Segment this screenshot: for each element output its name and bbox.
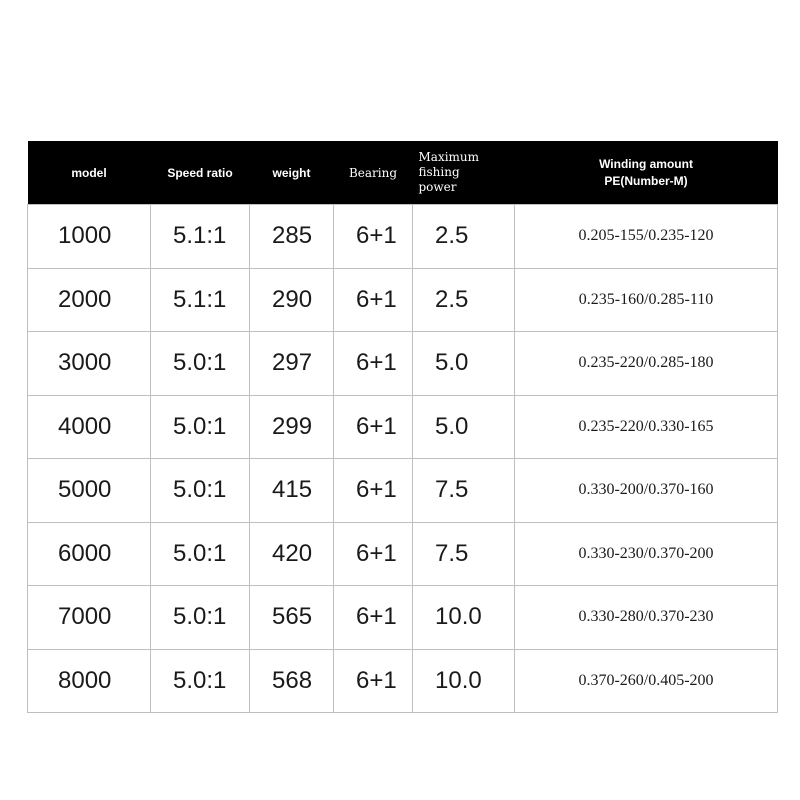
table-row xyxy=(28,522,778,586)
cell-winding: 0.235-160/0.285-110 xyxy=(515,268,778,332)
cell-model: 6000 xyxy=(28,522,151,586)
cell-weight: 568 xyxy=(250,649,334,713)
spec-table xyxy=(27,141,778,713)
cell-speed-ratio: 5.0:1 xyxy=(151,332,250,396)
header-speed-ratio: Speed ratio xyxy=(151,141,250,205)
cell-max-power: 5.0 xyxy=(413,395,515,459)
cell-bearing: 6+1 xyxy=(334,332,413,396)
header-max-power-line3: power xyxy=(418,180,457,194)
table-row xyxy=(28,586,778,650)
cell-weight: 565 xyxy=(250,586,334,650)
table-row xyxy=(28,649,778,713)
cell-bearing: 6+1 xyxy=(334,205,413,269)
cell-weight: 420 xyxy=(250,522,334,586)
cell-weight: 299 xyxy=(250,395,334,459)
cell-model: 8000 xyxy=(28,649,151,713)
cell-winding: 0.330-200/0.370-160 xyxy=(515,459,778,523)
header-winding-line2: PE(Number-M) xyxy=(604,173,688,188)
cell-bearing: 6+1 xyxy=(334,586,413,650)
header-row xyxy=(28,141,778,205)
header-weight: weight xyxy=(250,141,334,205)
cell-max-power: 7.5 xyxy=(413,459,515,523)
cell-max-power: 10.0 xyxy=(413,649,515,713)
cell-winding: 0.330-280/0.370-230 xyxy=(515,586,778,650)
header-bearing: Bearing xyxy=(334,141,413,205)
cell-speed-ratio: 5.0:1 xyxy=(151,586,250,650)
cell-speed-ratio: 5.1:1 xyxy=(151,268,250,332)
table-body xyxy=(28,205,778,713)
table-row xyxy=(28,332,778,396)
cell-winding: 0.330-230/0.370-200 xyxy=(515,522,778,586)
cell-model: 5000 xyxy=(28,459,151,523)
cell-model: 3000 xyxy=(28,332,151,396)
table-header xyxy=(28,141,778,205)
header-winding-line1: Winding amount xyxy=(599,156,693,171)
cell-max-power: 2.5 xyxy=(413,268,515,332)
header-max-power-line2: fishing xyxy=(418,165,460,179)
header-winding xyxy=(515,141,778,205)
cell-speed-ratio: 5.0:1 xyxy=(151,522,250,586)
cell-speed-ratio: 5.1:1 xyxy=(151,205,250,269)
cell-weight: 297 xyxy=(250,332,334,396)
table-row xyxy=(28,205,778,269)
header-max-power-line1: Maximum xyxy=(418,150,480,164)
cell-model: 4000 xyxy=(28,395,151,459)
cell-max-power: 10.0 xyxy=(413,586,515,650)
cell-bearing: 6+1 xyxy=(334,459,413,523)
cell-weight: 415 xyxy=(250,459,334,523)
cell-max-power: 7.5 xyxy=(413,522,515,586)
header-model: model xyxy=(28,141,151,205)
cell-bearing: 6+1 xyxy=(334,395,413,459)
cell-bearing: 6+1 xyxy=(334,522,413,586)
cell-winding: 0.370-260/0.405-200 xyxy=(515,649,778,713)
cell-max-power: 2.5 xyxy=(413,205,515,269)
cell-winding: 0.235-220/0.285-180 xyxy=(515,332,778,396)
cell-winding: 0.205-155/0.235-120 xyxy=(515,205,778,269)
header-max-power xyxy=(413,141,515,205)
table-row xyxy=(28,459,778,523)
cell-weight: 285 xyxy=(250,205,334,269)
cell-max-power: 5.0 xyxy=(413,332,515,396)
table-row xyxy=(28,395,778,459)
cell-speed-ratio: 5.0:1 xyxy=(151,649,250,713)
cell-winding: 0.235-220/0.330-165 xyxy=(515,395,778,459)
cell-speed-ratio: 5.0:1 xyxy=(151,459,250,523)
cell-speed-ratio: 5.0:1 xyxy=(151,395,250,459)
cell-model: 1000 xyxy=(28,205,151,269)
cell-model: 7000 xyxy=(28,586,151,650)
cell-model: 2000 xyxy=(28,268,151,332)
table-row xyxy=(28,268,778,332)
cell-weight: 290 xyxy=(250,268,334,332)
cell-bearing: 6+1 xyxy=(334,649,413,713)
cell-bearing: 6+1 xyxy=(334,268,413,332)
